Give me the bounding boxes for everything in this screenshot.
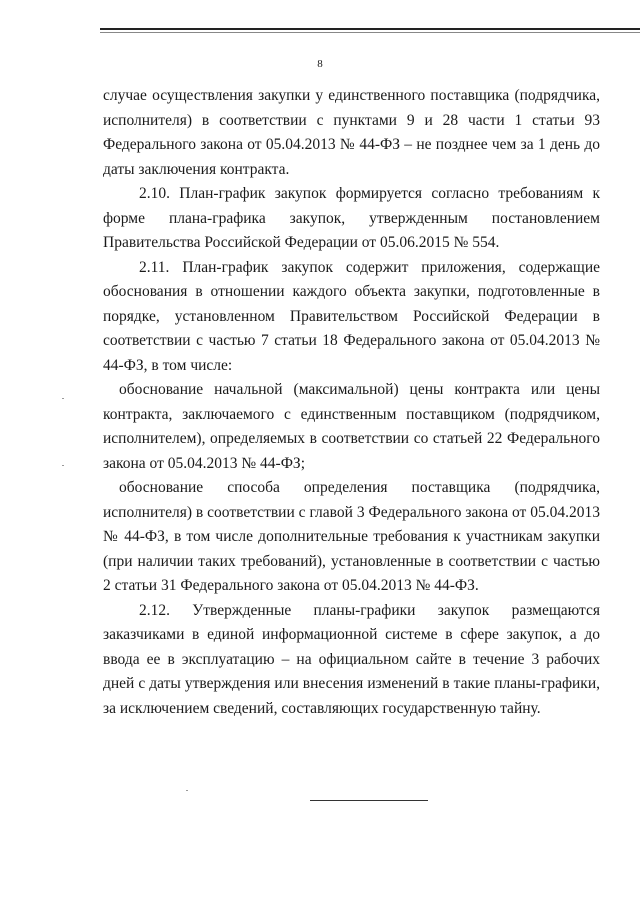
paragraph-2-10: 2.10. План-график закупок формируется согласно требованиям к форме плана-графика закупок, утвержденным постановлением Правительства Российской Федерации от 05.06.2015 № 554. <box>103 185 600 251</box>
paragraph-continuation: случае осуществления закупки у единственного поставщика (подрядчика, исполнителя) в соответствии с пунктами 9 и 28 части 1 статьи 93 Федерального закона от 05.04.2013 № 44-ФЗ – не позднее чем за 1 день до даты заключения контракта. <box>103 87 600 178</box>
paragraph-price-justification: обоснование начальной (максимальной) цены контракта или цены контракта, заключаемого с единственным поставщиком (подрядчиком, исполнителем), определяемых в соответствии со статьей 22 Федерального закона от 05.04.2013 № 44-ФЗ; <box>103 381 600 472</box>
page-number: 8 <box>317 58 323 70</box>
paragraph-2-12: 2.12. Утвержденные планы-графики закупок размещаются заказчиками в единой информационной системе в сфере закупок, а до ввода ее в эксплуатацию – на официальном сайте в течение 3 рабочих дней с даты утверждения или внесения изменений в такие планы-графики, за исключением сведений, составляющих государственную тайну. <box>103 601 600 717</box>
end-of-text-rule <box>310 800 428 801</box>
document-body <box>103 84 600 721</box>
header-rule <box>100 28 640 30</box>
paragraph-2-11: 2.11. План-график закупок содержит приложения, содержащие обоснования в отношении каждого объекта закупки, подготовленные в порядке, установленном Правительством Российской Федерации в соответствии с частью 7 статьи 18 Федерального закона от 05.04.2013 № 44-ФЗ, в том числе: <box>103 258 600 374</box>
scan-speck <box>62 465 64 466</box>
scan-speck <box>186 790 188 791</box>
paragraph-method-justification: обоснование способа определения поставщика (подрядчика, исполнителя) в соответствии с главой 3 Федерального закона от 05.04.2013 № 44-ФЗ, в том числе дополнительные требования к участникам закупки (при наличии таких требований), установленные в соответствии с частью 2 статьи 31 Федерального закона от 05.04.2013 № 44-ФЗ. <box>103 479 600 594</box>
scan-speck <box>62 398 64 399</box>
header-rule-thin <box>100 32 640 33</box>
